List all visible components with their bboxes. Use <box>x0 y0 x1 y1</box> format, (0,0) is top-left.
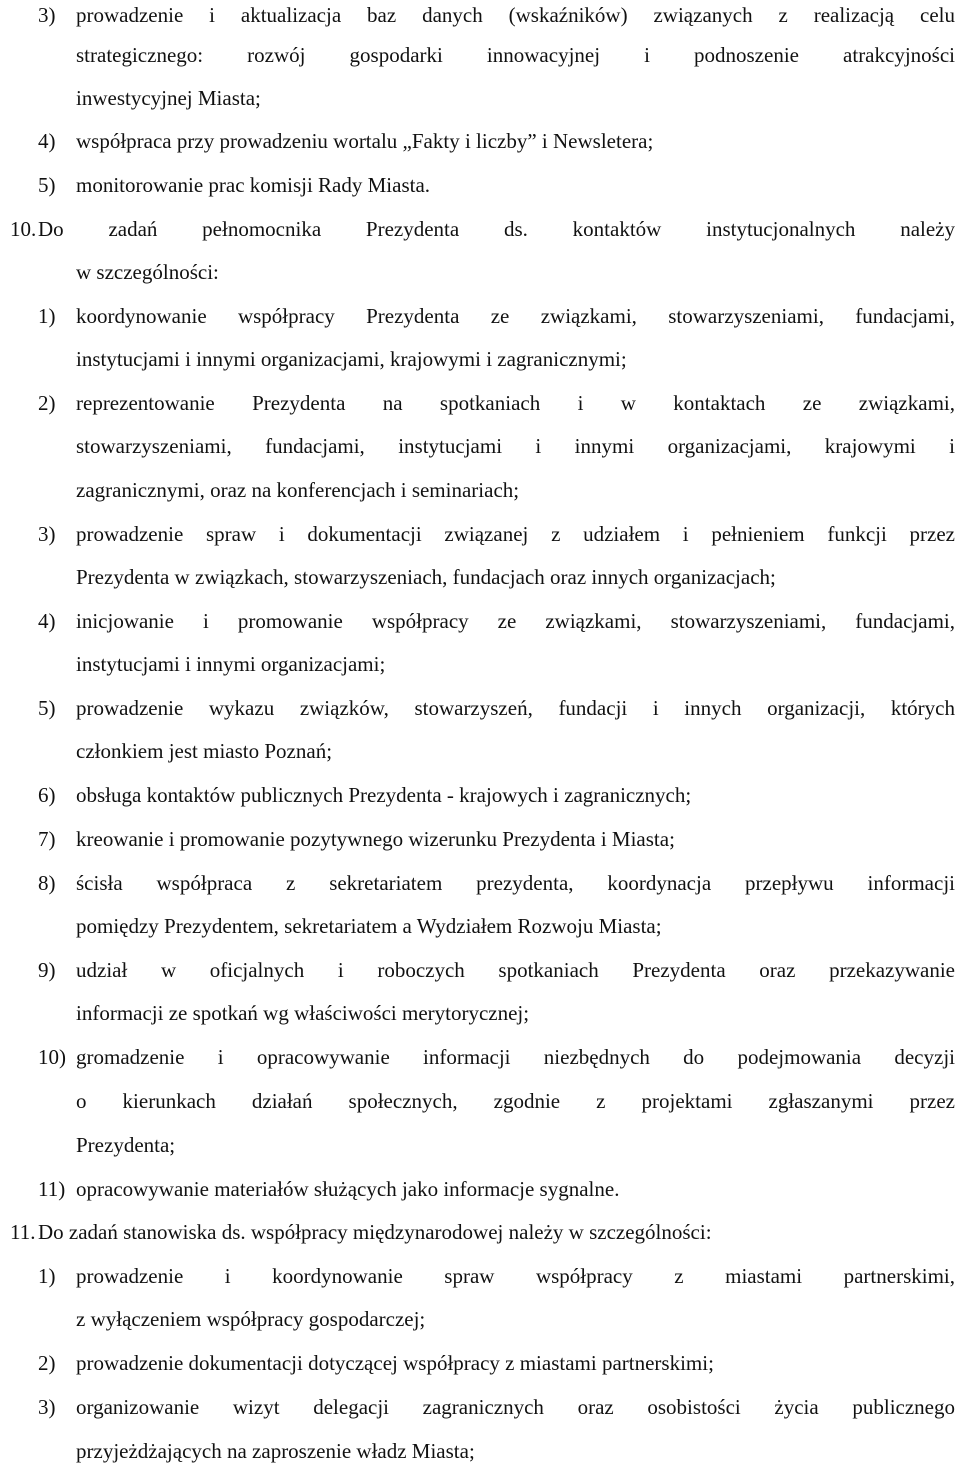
list-item-continuation: o kierunkach działań społecznych, zgodnie z projektami zgłaszanymi przez <box>76 1089 955 1113</box>
list-item-continuation: instytucjami i innymi organizacjami, krajowymi i zagranicznymi; <box>76 347 627 371</box>
list-item-text: Do zadań stanowiska ds. współpracy międzynarodowej należy w szczególności: <box>38 1220 712 1244</box>
list-item-continuation: instytucjami i innymi organizacjami; <box>76 652 386 676</box>
list-number: 7) <box>38 827 56 851</box>
list-item-text: prowadzenie wykazu związków, stowarzyszeń, fundacji i innych organizacji, których <box>76 696 955 720</box>
list-item-continuation: pomiędzy Prezydentem, sekretariatem a Wydziałem Rozwoju Miasta; <box>76 914 662 938</box>
list-item-continuation: informacji ze spotkań wg właściwości merytorycznej; <box>76 1001 530 1025</box>
list-item-text: współpraca przy prowadzeniu wortalu „Fakty i liczby” i Newsletera; <box>76 129 654 153</box>
list-number: 9) <box>38 958 56 982</box>
list-item-text: gromadzenie i opracowywanie informacji niezbędnych do podejmowania decyzji <box>76 1045 955 1069</box>
list-item-text: prowadzenie i aktualizacja baz danych (wskaźników) związanych z realizacją celu <box>76 3 955 27</box>
list-item-continuation: stowarzyszeniami, fundacjami, instytucjami i innymi organizacjami, krajowymi i <box>76 434 955 458</box>
list-item-continuation: inwestycyjnej Miasta; <box>76 86 261 110</box>
list-number: 5) <box>38 173 56 197</box>
list-item-text: ścisła współpraca z sekretariatem prezydenta, koordynacja przepływu informacji <box>76 871 955 895</box>
list-number: 11) <box>38 1177 66 1201</box>
list-item-text: koordynowanie współpracy Prezydenta ze związkami, stowarzyszeniami, fundacjami, <box>76 304 955 328</box>
list-item-text: inicjowanie i promowanie współpracy ze związkami, stowarzyszeniami, fundacjami, <box>76 609 955 633</box>
list-item-continuation: w szczególności: <box>76 260 219 284</box>
list-item-continuation: przyjeżdżających na zaproszenie władz Miasta; <box>76 1439 475 1463</box>
list-number: 8) <box>38 871 56 895</box>
list-number: 1) <box>38 1264 56 1288</box>
list-number: 2) <box>38 1351 56 1375</box>
list-number: 2) <box>38 391 56 415</box>
list-number: 4) <box>38 609 56 633</box>
list-number: 3) <box>38 3 56 27</box>
list-item-continuation: zagranicznymi, oraz na konferencjach i seminariach; <box>76 478 520 502</box>
list-number: 10) <box>38 1045 66 1069</box>
list-item-text: prowadzenie spraw i dokumentacji związanej z udziałem i pełnieniem funkcji przez <box>76 522 955 546</box>
list-number: 5) <box>38 696 56 720</box>
list-item-text: organizowanie wizyt delegacji zagranicznych oraz osobistości życia publicznego <box>76 1395 955 1419</box>
list-item-text: kreowanie i promowanie pozytywnego wizerunku Prezydenta i Miasta; <box>76 827 675 851</box>
list-item-continuation: strategicznego: rozwój gospodarki innowacyjnej i podnoszenie atrakcyjności <box>76 43 955 67</box>
list-item-continuation: Prezydenta w związkach, stowarzyszeniach, fundacjach oraz innych organizacjach; <box>76 565 776 589</box>
list-number: 3) <box>38 522 56 546</box>
list-number: 4) <box>38 129 56 153</box>
list-item-text: reprezentowanie Prezydenta na spotkaniach i w kontaktach ze związkami, <box>76 391 955 415</box>
list-item-text: prowadzenie i koordynowanie spraw współpracy z miastami partnerskimi, <box>76 1264 955 1288</box>
list-item-text: prowadzenie dokumentacji dotyczącej współpracy z miastami partnerskimi; <box>76 1351 714 1375</box>
list-item-text: monitorowanie prac komisji Rady Miasta. <box>76 173 431 197</box>
list-item-continuation: członkiem jest miasto Poznań; <box>76 739 333 763</box>
list-item-continuation: Prezydenta; <box>76 1133 176 1157</box>
list-number: 10. <box>10 217 37 241</box>
list-item-text: obsługa kontaktów publicznych Prezydenta - krajowych i zagranicznych; <box>76 783 692 807</box>
list-item-text: opracowywanie materiałów służących jako informacje sygnalne. <box>76 1177 620 1201</box>
list-item-text: udział w oficjalnych i roboczych spotkaniach Prezydenta oraz przekazywanie <box>76 958 955 982</box>
list-item-continuation: z wyłączeniem współpracy gospodarczej; <box>76 1307 426 1331</box>
list-number: 3) <box>38 1395 56 1419</box>
list-number: 1) <box>38 304 56 328</box>
list-number: 6) <box>38 783 56 807</box>
list-item-text: Do zadań pełnomocnika Prezydenta ds. kontaktów instytucjonalnych należy <box>38 217 955 241</box>
list-number: 11. <box>10 1220 36 1244</box>
